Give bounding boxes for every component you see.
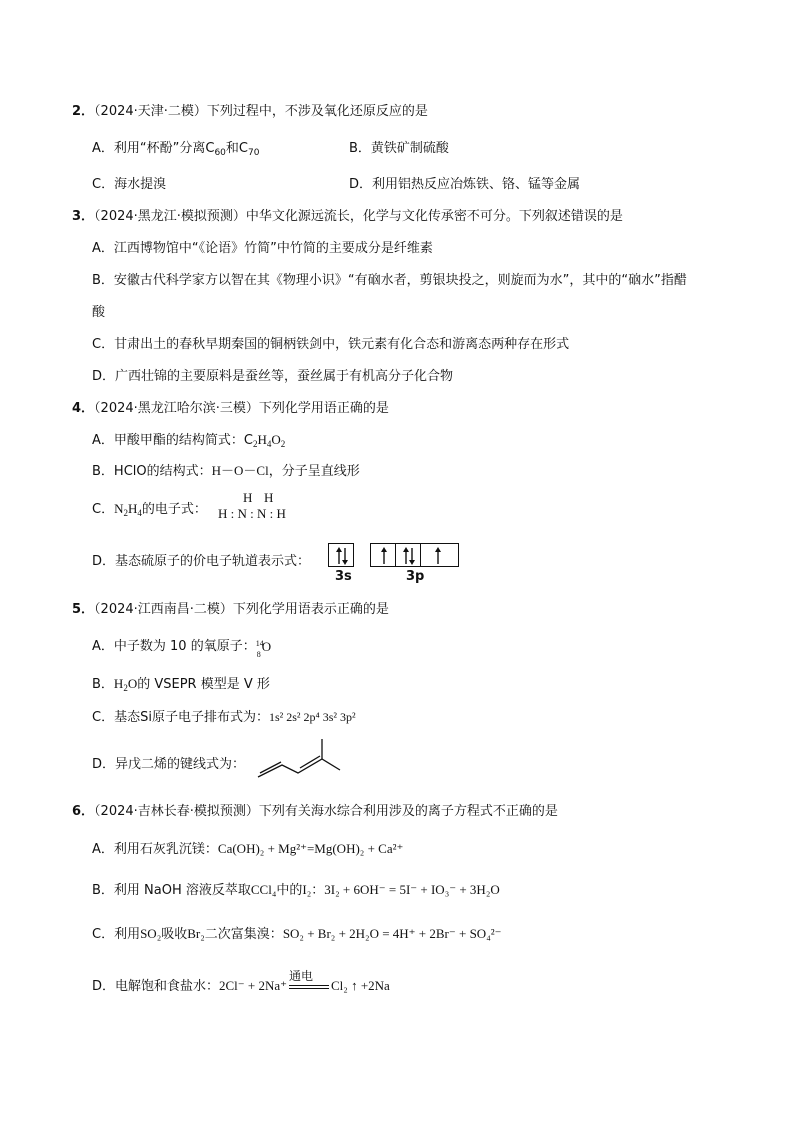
orbital-3p-box-2 <box>395 543 421 567</box>
orbital-3s-box <box>328 543 354 567</box>
q5-option-a: A．中子数为 10 的氧原子： 14 8 O <box>92 639 272 659</box>
question-2-stem: 2．（2024·天津·二模）下列过程中，不涉及氧化还原反应的是 <box>72 104 428 119</box>
q6-option-c: C．利用SO₂吸收Br₂二次富集溴：SO₂ + Br₂ + 2H₂O = 4H⁺ + 2Br⁻ + SO₄²⁻ <box>92 926 502 942</box>
orbital-label-3s: 3s <box>335 569 352 584</box>
paired-arrows-icon <box>329 544 355 568</box>
electrolysis-equal-sign: 通电 <box>287 977 331 995</box>
q5-option-c: C．基态Si原子电子排布式为：1s² 2s² 2p⁴ 3s² 3p² <box>92 710 356 725</box>
q2-option-d: D．利用铝热反应冶炼铁、铬、锰等金属 <box>349 177 581 192</box>
isoprene-skeletal-formula <box>256 737 344 781</box>
question-3-stem: 3．（2024·黑龙江·模拟预测）中华文化源远流长，化学与文化传承密不可分。下列叙述错误的是 <box>72 209 623 224</box>
q2-option-c: C．海水提溴 <box>92 177 167 192</box>
n2h4-top-h-1: H <box>243 490 253 505</box>
q3-option-d: D．广西壮锦的主要原料是蚕丝等，蚕丝属于有机高分子化合物 <box>92 369 454 384</box>
orbital-diagram <box>328 543 468 587</box>
orbital-label-3p: 3p <box>406 569 425 584</box>
n2h4-bottom-row: H : N : N : H <box>218 506 286 521</box>
question-4-stem: 4．（2024·黑龙江哈尔滨·三模）下列化学用语正确的是 <box>72 401 389 416</box>
q5-option-d: D．异戊二烯的键线式为： <box>92 757 246 772</box>
q4-option-a: A．甲酸甲酯的结构简式：$C_2H_4O_2$ <box>92 432 286 449</box>
paired-arrows-icon <box>396 544 422 568</box>
q3-option-c: C．甘肃出土的春秋早期秦国的铜柄铁剑中，铁元素有化合态和游离态两种存在形式 <box>92 337 570 352</box>
q2-option-a: A．利用“杯酚”分离$C_{60}$和$C_{70}$ <box>92 141 260 158</box>
question-6-stem: 6．（2024·吉林长春·模拟预测）下列有关海水综合利用涉及的离子方程式不正确的是 <box>72 804 558 819</box>
q6-option-b: B．利用 NaOH 溶液反萃取CCl₄中的I₂：3I₂ + 6OH⁻ = 5I⁻ + IO₃⁻ + 3H₂O <box>92 882 500 898</box>
q2-option-b: B．黄铁矿制硫酸 <box>349 141 449 156</box>
q4-option-d: D．基态硫原子的价电子轨道表示式： <box>92 554 311 569</box>
orbital-3p-box-1 <box>370 543 396 567</box>
q5-option-b: B．$H_2O$的 VSEPR 模型是 V 形 <box>92 676 270 693</box>
up-arrow-icon <box>371 544 397 568</box>
q3-option-a: A．江西博物馆中“《论语》竹简”中竹简的主要成分是纤维素 <box>92 241 433 256</box>
q4-option-b: B．HClO的结构式：H－O－Cl，分子呈直线形 <box>92 463 360 479</box>
up-arrow-icon <box>421 544 460 568</box>
q6-option-a: A．利用石灰乳沉镁：Ca(OH)₂ + Mg²⁺=Mg(OH)₂ + Ca²⁺ <box>92 841 404 857</box>
q3-option-b-line1: B．安徽古代科学家方以智在其《物理小识》“有硇水者，剪银块投之，则旋而为水”，其中的“硇水”指醋 <box>92 273 687 288</box>
question-5-stem: 5．（2024·江西南昌·二模）下列化学用语表示正确的是 <box>72 602 389 617</box>
orbital-3p-box-3 <box>420 543 459 567</box>
n2h4-top-h-2: H <box>264 490 274 505</box>
q3-option-b-line2: 酸 <box>92 305 106 320</box>
oxygen-nuclide: 14 8 O <box>255 639 272 659</box>
q6-option-d: D．电解饱和食盐水：2Cl⁻ + 2Na⁺ 通电 Cl₂ ↑ +2Na <box>92 969 390 994</box>
q4-option-c: C．$N_2H_4$的电子式： <box>92 501 207 518</box>
